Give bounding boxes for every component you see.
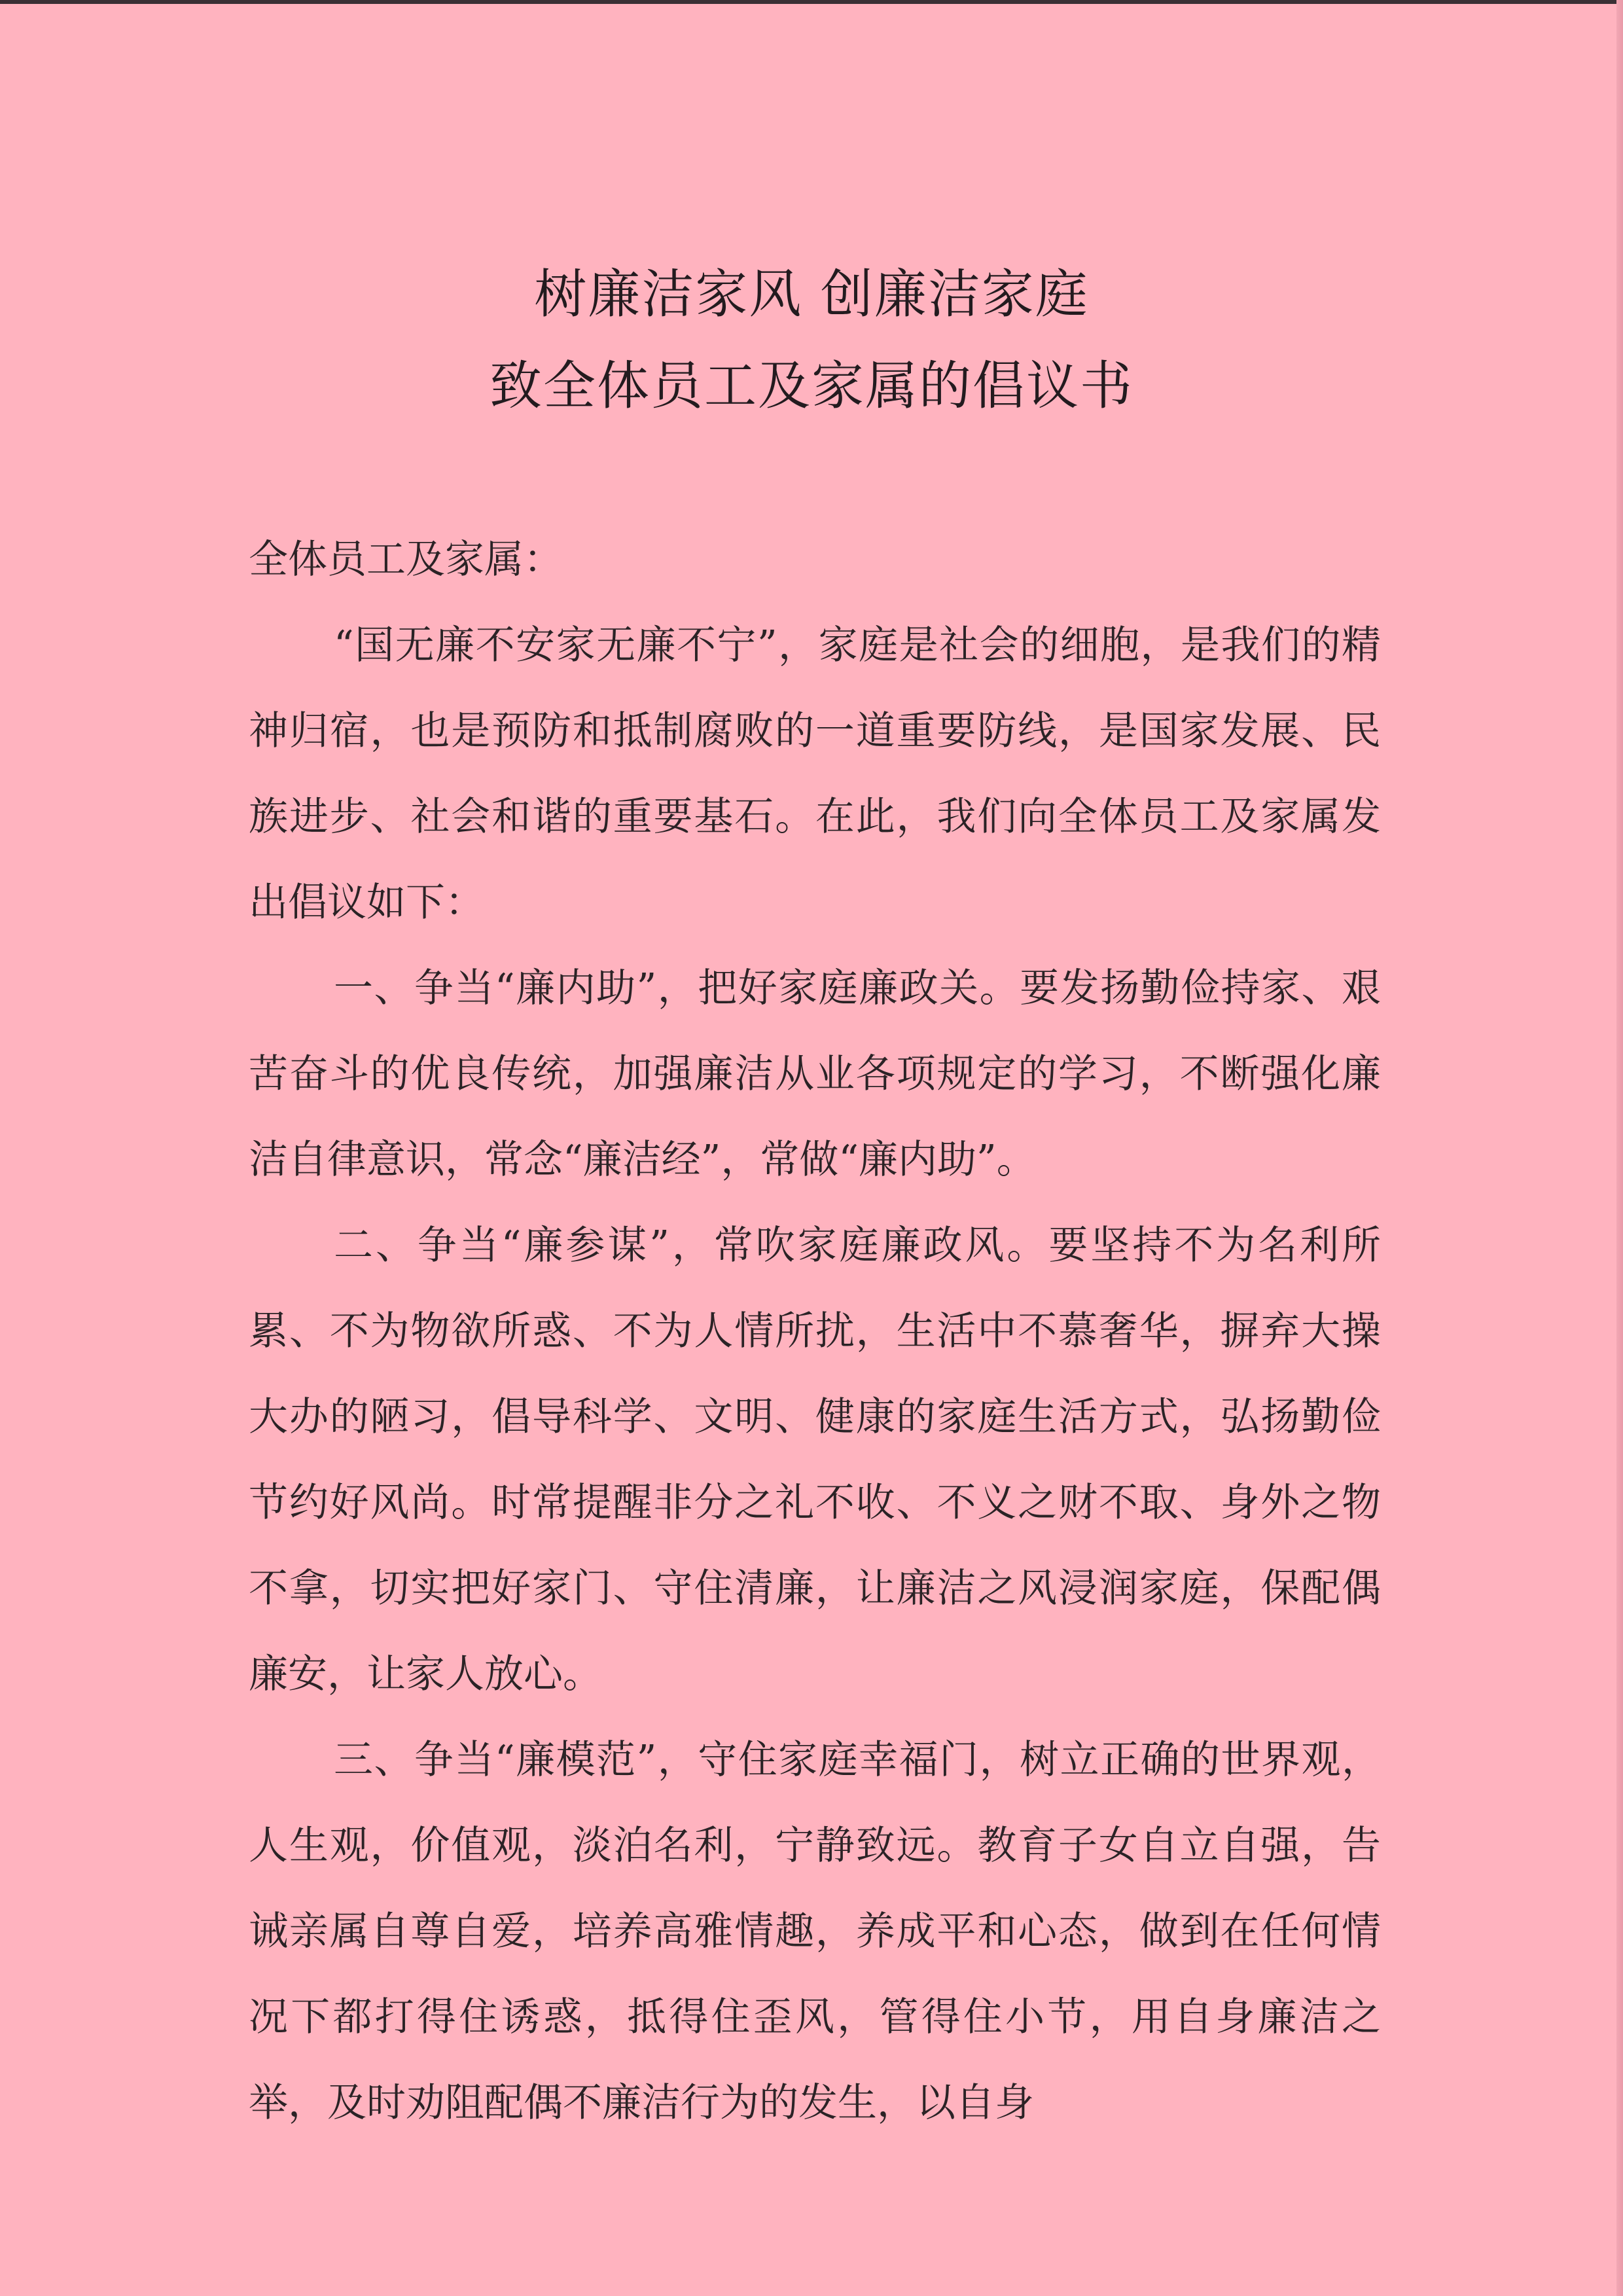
document-body [249, 517, 1381, 2146]
document-title [0, 249, 1623, 432]
title-line-2: 致全体员工及家属的倡议书 [490, 355, 1133, 416]
paragraph-point-2: 二、争当“廉参谋”，常吹家庭廉政风。要坚持不为名利所累、不为物欲所惑、不为人情所扰，生活中不慕奢华，摒弃大操大办的陋习，倡导科学、文明、健康的家庭生活方式，弘扬勤俭节约好风尚。时常提醒非分之礼不收、不义之财不取、身外之物不拿，切实把好家门、守住清廉，让廉洁之风浸润家庭，保配偶廉安，让家人放心。 [249, 1223, 1381, 1697]
paragraph-intro: “国无廉不安家无廉不宁”，家庭是社会的细胞，是我们的精神归宿，也是预防和抵制腐败的一道重要防线，是国家发展、民族进步、社会和谐的重要基石。在此，我们向全体员工及家属发出倡议如下： [249, 622, 1381, 925]
title-line-1: 树廉洁家风 创廉洁家庭 [534, 264, 1089, 325]
paragraph-point-1: 一、争当“廉内助”，把好家庭廉政关。要发扬勤俭持家、艰苦奋斗的优良传统，加强廉洁从业各项规定的学习，不断强化廉洁自律意识，常念“廉洁经”，常做“廉内助”。 [249, 965, 1381, 1183]
salutation: 全体员工及家属： [249, 537, 563, 583]
scan-top-edge [0, 0, 1623, 4]
paragraph-point-3: 三、争当“廉模范”，守住家庭幸福门，树立正确的世界观，人生观，价值观，淡泊名利，宁静致远。教育子女自立自强，告诫亲属自尊自爱，培养高雅情趣，养成平和心态，做到在任何情况下都打得住诱惑，抵得住歪风，管得住小节，用自身廉洁之举，及时劝阻配偶不廉洁行为的发生，以自身 [249, 1737, 1381, 2126]
